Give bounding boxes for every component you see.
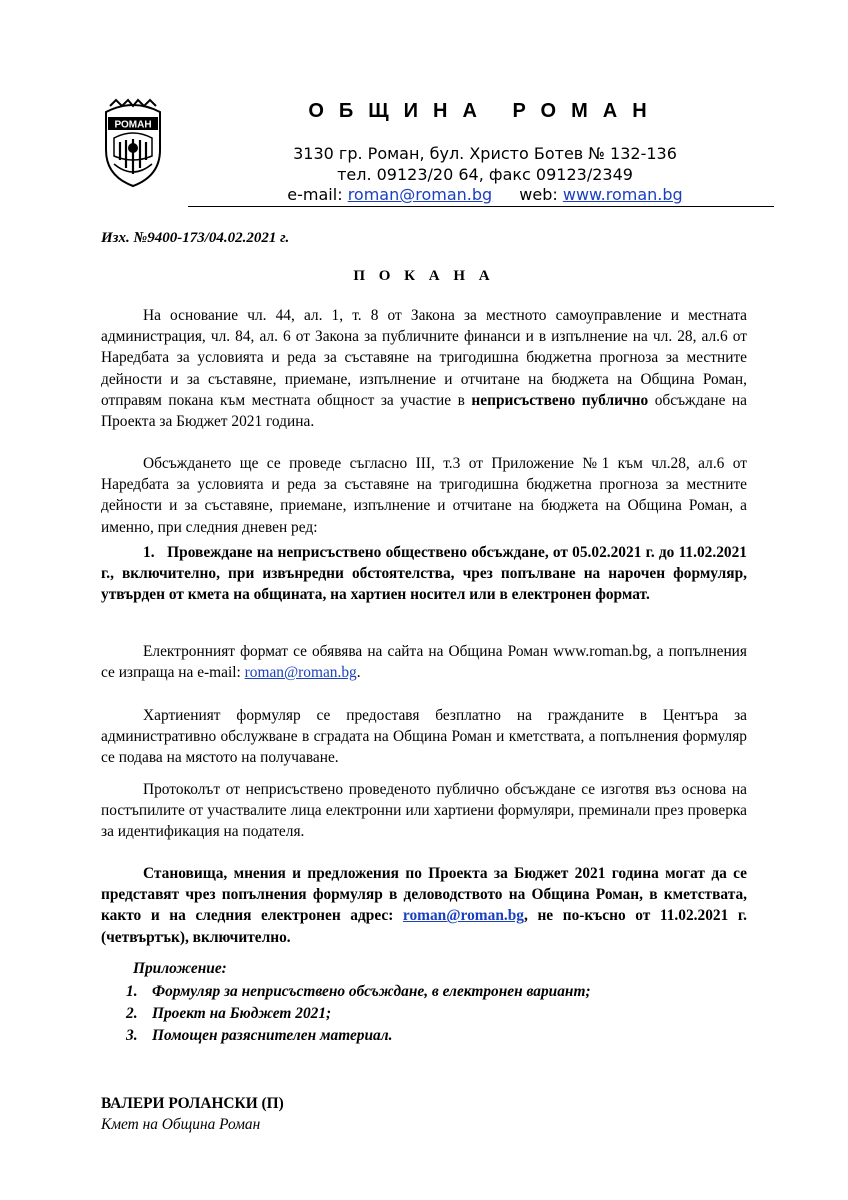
org-name: ОБЩИНА РОМАН [308, 100, 662, 122]
agenda-item-number: 1. [143, 544, 155, 561]
attachment-item: 3. Помощен разяснителен материал. [126, 1027, 393, 1044]
org-phone: тел. 09123/20 64, факс 09123/2349 [337, 165, 633, 184]
coat-of-arms-icon [100, 98, 166, 188]
paragraph-submissions: Становища, мнения и предложения по Проекта за Бюджет 2021 година могат да се представят чрез попълнения формуляр в деловодството на Община Роман, в кметствата, както и на следния електронен адрес: roman@roman.bg, не по-късно от 11.02.2021 г. (четвъртък), включително. [101, 865, 747, 946]
signer-name: ВАЛЕРИ РОЛАНСКИ (П) [101, 1095, 284, 1112]
reference-number: Изх. №9400-173/04.02.2021 г. [101, 230, 290, 246]
signer-role: Кмет на Община Роман [101, 1116, 261, 1133]
paragraph-legal-basis: На основание чл. 44, ал. 1, т. 8 от Закона за местното самоуправление и местната администрация, чл. 84, ал. 6 от Закона за публичните финанси и в изпълнение на чл. 28, ал.6 от Наредбата за условията и реда за съставяне на тригодишна бюджетна прогноза за местните дейности и за съставяне, приемане, изпълнение и отчитане на бюджета на Община Роман, отправям покана към местната общност за участие в неприсъствено публично обсъждане на Проекта за Бюджет 2021 година. [101, 307, 747, 431]
email-link[interactable]: roman@roman.bg [244, 664, 357, 682]
email-link[interactable]: roman@roman.bg [347, 185, 493, 204]
email-label: e-mail: [287, 185, 343, 204]
paragraph-agenda-intro: Обсъждането ще се проведе съгласно III, т.3 от Приложение №1 към чл.28, ал.6 от Наредбата за условията и реда за съставяне на тригодишна бюджетна прогноза за местните дейности и за съставяне, приемане, изпълнение и отчитане на бюджета на Община Роман, а именно, при следния дневен ред: [101, 455, 747, 536]
attachments-heading: Приложение: [133, 960, 227, 977]
attachment-item: 2. Проект на Бюджет 2021; [126, 1005, 332, 1022]
web-label: web: [519, 185, 558, 204]
header-divider [188, 206, 774, 207]
paragraph-electronic-format: Електронният формат се обявява на сайта на Община Роман www.roman.bg, а попълнения се изпраща на e-mail: roman@roman.bg. [101, 643, 747, 682]
paragraph-paper-form: Хартиеният формуляр се предоставя безплатно на гражданите в Центъра за административно обслужване в сградата на Община Роман и кметствата, а попълнения формуляр се подава на мястото на получаване. [101, 707, 747, 767]
document-title: П О К А Н А [353, 268, 495, 284]
agenda-item [101, 542, 747, 606]
org-address: 3130 гр. Роман, бул. Христо Ботев № 132-136 [293, 144, 677, 163]
org-contact [190, 185, 780, 204]
web-link[interactable]: www.roman.bg [562, 185, 683, 204]
paragraph-protocol: Протоколът от неприсъствено проведеното публично обсъждане се изготвя въз основа на постъпилите от участвалите лица електронни или хартиени формуляри, преминали през проверка за идентификация на подателя. [101, 781, 747, 841]
emphasis-text: неприсъствено публично [471, 391, 649, 409]
svg-text:РОМАН: РОМАН [114, 119, 152, 131]
attachment-item: 1. Формуляр за неприсъствено обсъждане, в електронен вариант; [126, 983, 591, 1000]
agenda-item-text: Провеждане на неприсъствено обществено обсъждане, от 05.02.2021 г. до 11.02.2021 г., включително, при извънредни обстоятелства, чрез попълване на нарочен формуляр, утвърден от кмета на общината, на хартиен носител или в електронен формат. [101, 544, 747, 604]
email-link[interactable]: roman@roman.bg [402, 907, 524, 925]
